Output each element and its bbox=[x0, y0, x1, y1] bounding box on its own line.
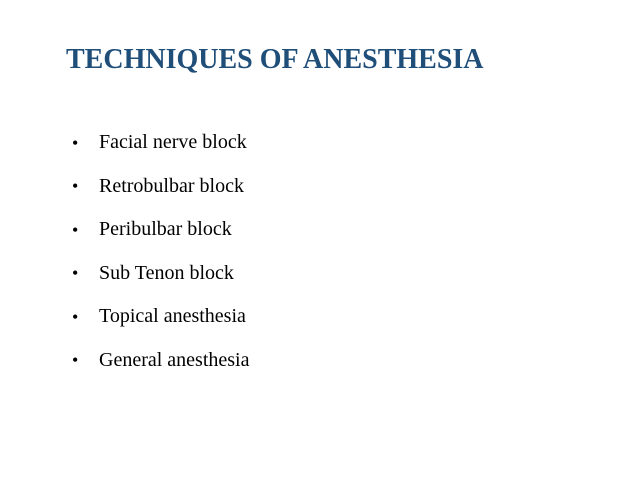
bullet-icon: • bbox=[72, 306, 79, 327]
bullet-icon: • bbox=[72, 176, 79, 197]
bullet-item-peribulbar-block bbox=[72, 208, 249, 252]
bullet-text: General anesthesia bbox=[99, 348, 250, 371]
slide-title: TECHNIQUES OF ANESTHESIA bbox=[66, 44, 484, 75]
bullet-text: Facial nerve block bbox=[99, 131, 247, 154]
bullet-text: Retrobulbar block bbox=[99, 174, 244, 197]
bullet-text: Topical anesthesia bbox=[99, 305, 246, 328]
bullet-icon: • bbox=[72, 132, 79, 153]
bullet-text: Peribulbar block bbox=[99, 218, 232, 241]
bullet-text: Sub Tenon block bbox=[99, 261, 234, 284]
bullet-item-general-anesthesia bbox=[72, 339, 249, 383]
bullet-item-facial-nerve-block bbox=[72, 121, 249, 165]
bullet-icon: • bbox=[72, 219, 79, 240]
bullet-icon: • bbox=[72, 350, 79, 371]
bullet-item-topical-anesthesia bbox=[72, 295, 249, 339]
bullet-icon: • bbox=[72, 263, 79, 284]
bullet-list bbox=[72, 121, 249, 382]
bullet-item-retrobulbar-block bbox=[72, 165, 249, 209]
bullet-item-sub-tenon-block bbox=[72, 252, 249, 296]
